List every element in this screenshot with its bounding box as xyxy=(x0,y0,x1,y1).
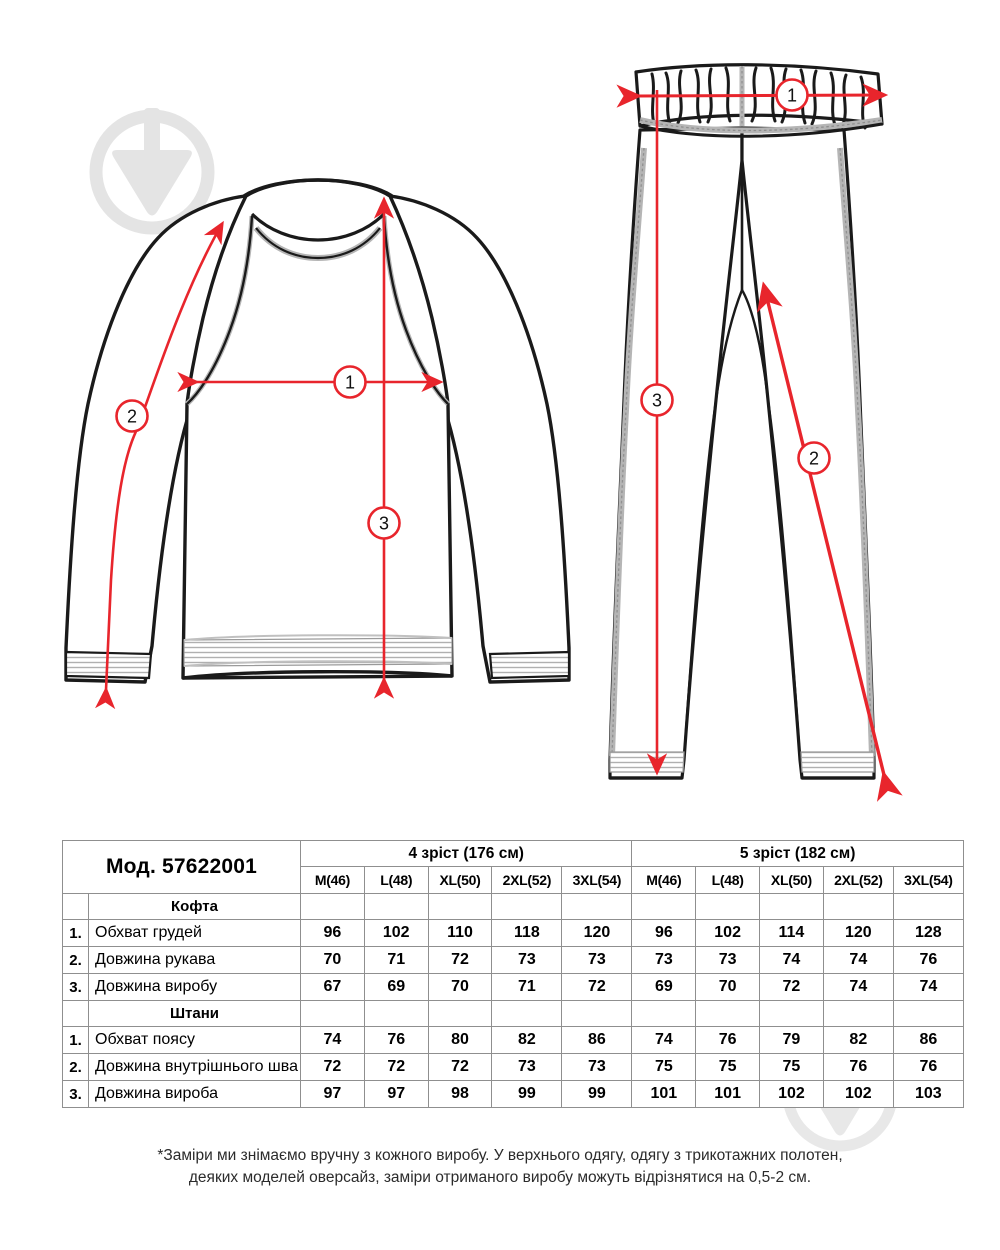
cell: 103 xyxy=(893,1081,963,1108)
cell: 72 xyxy=(364,1054,428,1081)
cell: 75 xyxy=(760,1054,824,1081)
svg-text:3: 3 xyxy=(378,513,390,534)
table-row xyxy=(63,1027,964,1054)
cell: 102 xyxy=(760,1081,824,1108)
cell: 73 xyxy=(632,947,696,974)
cell: 101 xyxy=(696,1081,760,1108)
cell: 73 xyxy=(492,947,562,974)
row-index: 1. xyxy=(63,920,89,947)
table-row xyxy=(63,974,964,1001)
cell: 120 xyxy=(823,920,893,947)
row-label: Довжина рукава xyxy=(89,947,301,974)
cell: 72 xyxy=(301,1054,365,1081)
cell: 76 xyxy=(823,1054,893,1081)
row-index: 2. xyxy=(63,1054,89,1081)
cell: 114 xyxy=(760,920,824,947)
cell: 74 xyxy=(760,947,824,974)
cell: 110 xyxy=(428,920,492,947)
cell: 82 xyxy=(823,1027,893,1054)
cell: 102 xyxy=(696,920,760,947)
cell: 73 xyxy=(562,1054,632,1081)
size-col-5-l: L(48) xyxy=(696,867,760,894)
cell: 70 xyxy=(696,974,760,1001)
cell: 98 xyxy=(428,1081,492,1108)
cell: 99 xyxy=(562,1081,632,1108)
cell: 67 xyxy=(301,974,365,1001)
row-index: 2. xyxy=(63,947,89,974)
cell: 74 xyxy=(632,1027,696,1054)
size-col-5-2xl: 2XL(52) xyxy=(823,867,893,894)
cell: 72 xyxy=(760,974,824,1001)
cell: 73 xyxy=(492,1054,562,1081)
section-blank-cell xyxy=(63,894,89,920)
row-label: Довжина виробу xyxy=(89,974,301,1001)
cell: 97 xyxy=(364,1081,428,1108)
size-table xyxy=(62,840,964,1108)
svg-text:1: 1 xyxy=(786,85,798,106)
cell: 71 xyxy=(492,974,562,1001)
cell: 69 xyxy=(632,974,696,1001)
cell: 76 xyxy=(893,1054,963,1081)
size-col-4-m: M(46) xyxy=(301,867,365,894)
row-index: 3. xyxy=(63,974,89,1001)
watermark-logo xyxy=(96,108,208,228)
cell: 96 xyxy=(632,920,696,947)
cell: 72 xyxy=(562,974,632,1001)
group-header-5: 5 зріст (182 см) xyxy=(632,841,963,867)
group-header-4: 4 зріст (176 см) xyxy=(301,841,632,867)
size-col-4-xl: XL(50) xyxy=(428,867,492,894)
cell: 76 xyxy=(364,1027,428,1054)
row-label: Обхват поясу xyxy=(89,1027,301,1054)
size-col-5-xl: XL(50) xyxy=(760,867,824,894)
size-col-4-l: L(48) xyxy=(364,867,428,894)
section-header-shirt xyxy=(63,894,964,920)
cell: 99 xyxy=(492,1081,562,1108)
size-table-container xyxy=(62,840,953,1108)
footnote-line-2: деяких моделей оверсайз, заміри отриманого виробу можуть відрізнятися на 0,5-2 см. xyxy=(188,1169,812,1187)
cell: 69 xyxy=(364,974,428,1001)
row-label: Довжина внутрішнього шва xyxy=(89,1054,301,1081)
svg-text:1: 1 xyxy=(344,372,356,393)
cell: 118 xyxy=(492,920,562,947)
cell: 82 xyxy=(492,1027,562,1054)
section-blank-cell xyxy=(63,1001,89,1027)
size-col-4-2xl: 2XL(52) xyxy=(492,867,562,894)
cell: 74 xyxy=(893,974,963,1001)
row-index: 3. xyxy=(63,1081,89,1108)
size-col-5-m: M(46) xyxy=(632,867,696,894)
svg-text:3: 3 xyxy=(651,390,663,411)
row-label: Обхват грудей xyxy=(89,920,301,947)
size-col-4-3xl: 3XL(54) xyxy=(562,867,632,894)
row-label: Довжина вироба xyxy=(89,1081,301,1108)
table-row xyxy=(63,1054,964,1081)
cell: 76 xyxy=(696,1027,760,1054)
cell: 86 xyxy=(562,1027,632,1054)
section-title-shirt: Кофта xyxy=(89,894,301,920)
cell: 70 xyxy=(428,974,492,1001)
table-row xyxy=(63,920,964,947)
svg-text:2: 2 xyxy=(808,448,820,469)
footnote-line-1: *Заміри ми знімаємо вручну з кожного виробу. У верхнього одягу, одягу з трикотажних полотен, xyxy=(157,1147,843,1164)
cell: 73 xyxy=(696,947,760,974)
cell: 74 xyxy=(823,947,893,974)
cell: 101 xyxy=(632,1081,696,1108)
cell: 75 xyxy=(632,1054,696,1081)
size-col-5-3xl: 3XL(54) xyxy=(893,867,963,894)
shirt-diagram xyxy=(66,180,569,690)
cell: 120 xyxy=(562,920,632,947)
pants-diagram xyxy=(610,65,884,778)
cell: 97 xyxy=(301,1081,365,1108)
cell: 102 xyxy=(823,1081,893,1108)
table-row xyxy=(63,947,964,974)
section-header-pants xyxy=(63,1001,964,1027)
cell: 128 xyxy=(893,920,963,947)
cell: 96 xyxy=(301,920,365,947)
table-header-row-model xyxy=(63,841,964,867)
cell: 79 xyxy=(760,1027,824,1054)
cell: 86 xyxy=(893,1027,963,1054)
cell: 73 xyxy=(562,947,632,974)
cell: 75 xyxy=(696,1054,760,1081)
svg-text:2: 2 xyxy=(126,406,138,427)
model-label: Мод. 57622001 xyxy=(63,841,301,894)
section-title-pants: Штани xyxy=(89,1001,301,1027)
cell: 72 xyxy=(428,947,492,974)
cell: 71 xyxy=(364,947,428,974)
table-row xyxy=(63,1081,964,1108)
cell: 74 xyxy=(301,1027,365,1054)
cell: 102 xyxy=(364,920,428,947)
footnote xyxy=(60,1145,940,1190)
cell: 80 xyxy=(428,1027,492,1054)
row-index: 1. xyxy=(63,1027,89,1054)
cell: 76 xyxy=(893,947,963,974)
cell: 70 xyxy=(301,947,365,974)
cell: 72 xyxy=(428,1054,492,1081)
cell: 74 xyxy=(823,974,893,1001)
